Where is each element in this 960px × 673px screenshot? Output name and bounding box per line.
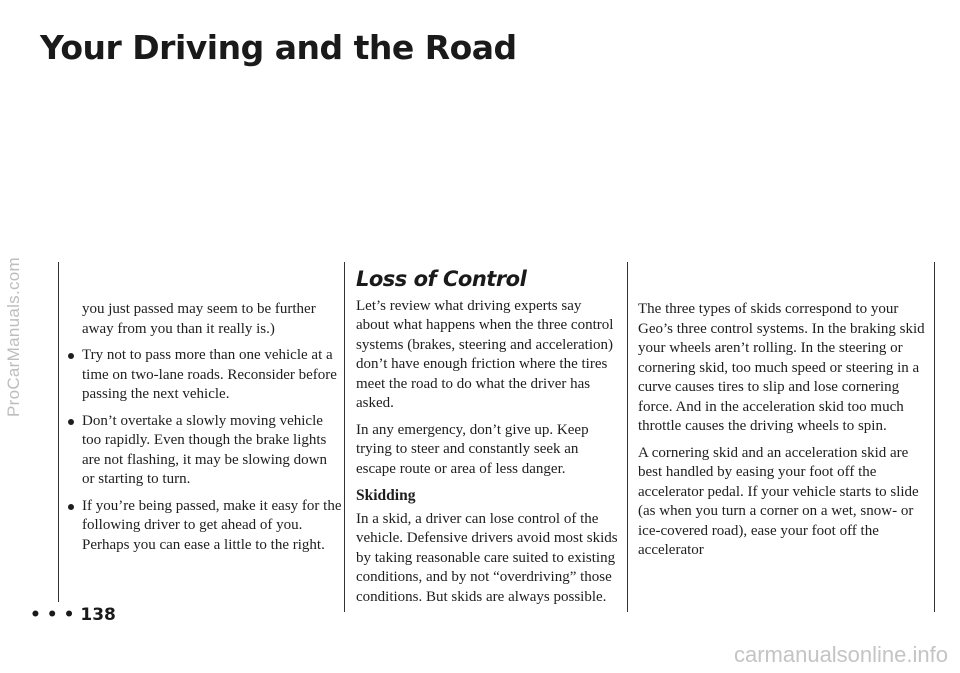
side-watermark-text: ProCarManuals.com	[4, 256, 24, 417]
list-item: If you’re being passed, make it easy for the following driver to get ahead of you. Perhaps you can ease a little to the right.	[68, 497, 342, 556]
page-number	[30, 605, 116, 625]
paragraph: Let’s review what driving experts say about what happens when the three control systems (brakes, steering and acceleration) don’t have enough friction where the tires meet the road to do what the driver has asked.	[356, 297, 614, 411]
section-heading-loss-of-control: Loss of Control	[356, 267, 527, 291]
column-left	[68, 300, 342, 562]
page-title: Your Driving and the Road	[40, 28, 517, 67]
list-item: Don’t overtake a slowly moving vehicle too rapidly. Even though the brake lights are not flashing, it may be slowing down or starting to turn.	[68, 412, 342, 490]
column-divider-right	[934, 262, 935, 612]
subheading-skidding: Skidding	[356, 487, 416, 504]
side-watermark	[3, 0, 25, 673]
list-item: Try not to pass more than one vehicle at a time on two-lane roads. Reconsider before passing the next vehicle.	[68, 346, 342, 405]
paragraph: In a skid, a driver can lose control of the vehicle. Defensive drivers avoid most skids by taking reasonable care suited to existing conditions, and by not “overdriving” those conditions. But skids are always possible.	[356, 510, 618, 605]
column-divider-middle	[344, 262, 345, 612]
passing-tips-list	[68, 346, 342, 555]
column-right	[638, 300, 930, 568]
column-divider-left	[58, 262, 59, 602]
column-divider-center-right	[627, 262, 628, 612]
paragraph: A cornering skid and an acceleration skid are best handled by easing your foot off the accelerator pedal. If your vehicle starts to slide (as when you turn a corner on a wet, snow- or ice-covered road), ease your foot off the accelerator	[638, 444, 919, 558]
column-middle	[356, 267, 618, 614]
paragraph: In any emergency, don’t give up. Keep trying to steer and constantly seek an escape route or area of less danger.	[356, 421, 589, 477]
page-number-dots: • • •	[30, 605, 75, 625]
paragraph: The three types of skids correspond to your Geo’s three control systems. In the braking skid your wheels aren’t rolling. In the steering or cornering skid, too much speed or steering in a curve causes tires to slip and lose cornering force. And in the acceleration skid too much throttle causes the driving wheels to spin.	[638, 301, 925, 434]
page-number-value: 138	[80, 605, 116, 625]
bottom-watermark: carmanualsonline.info	[733, 642, 948, 667]
continued-paragraph: you just passed may seem to be further away from you than it really is.)	[82, 301, 316, 337]
